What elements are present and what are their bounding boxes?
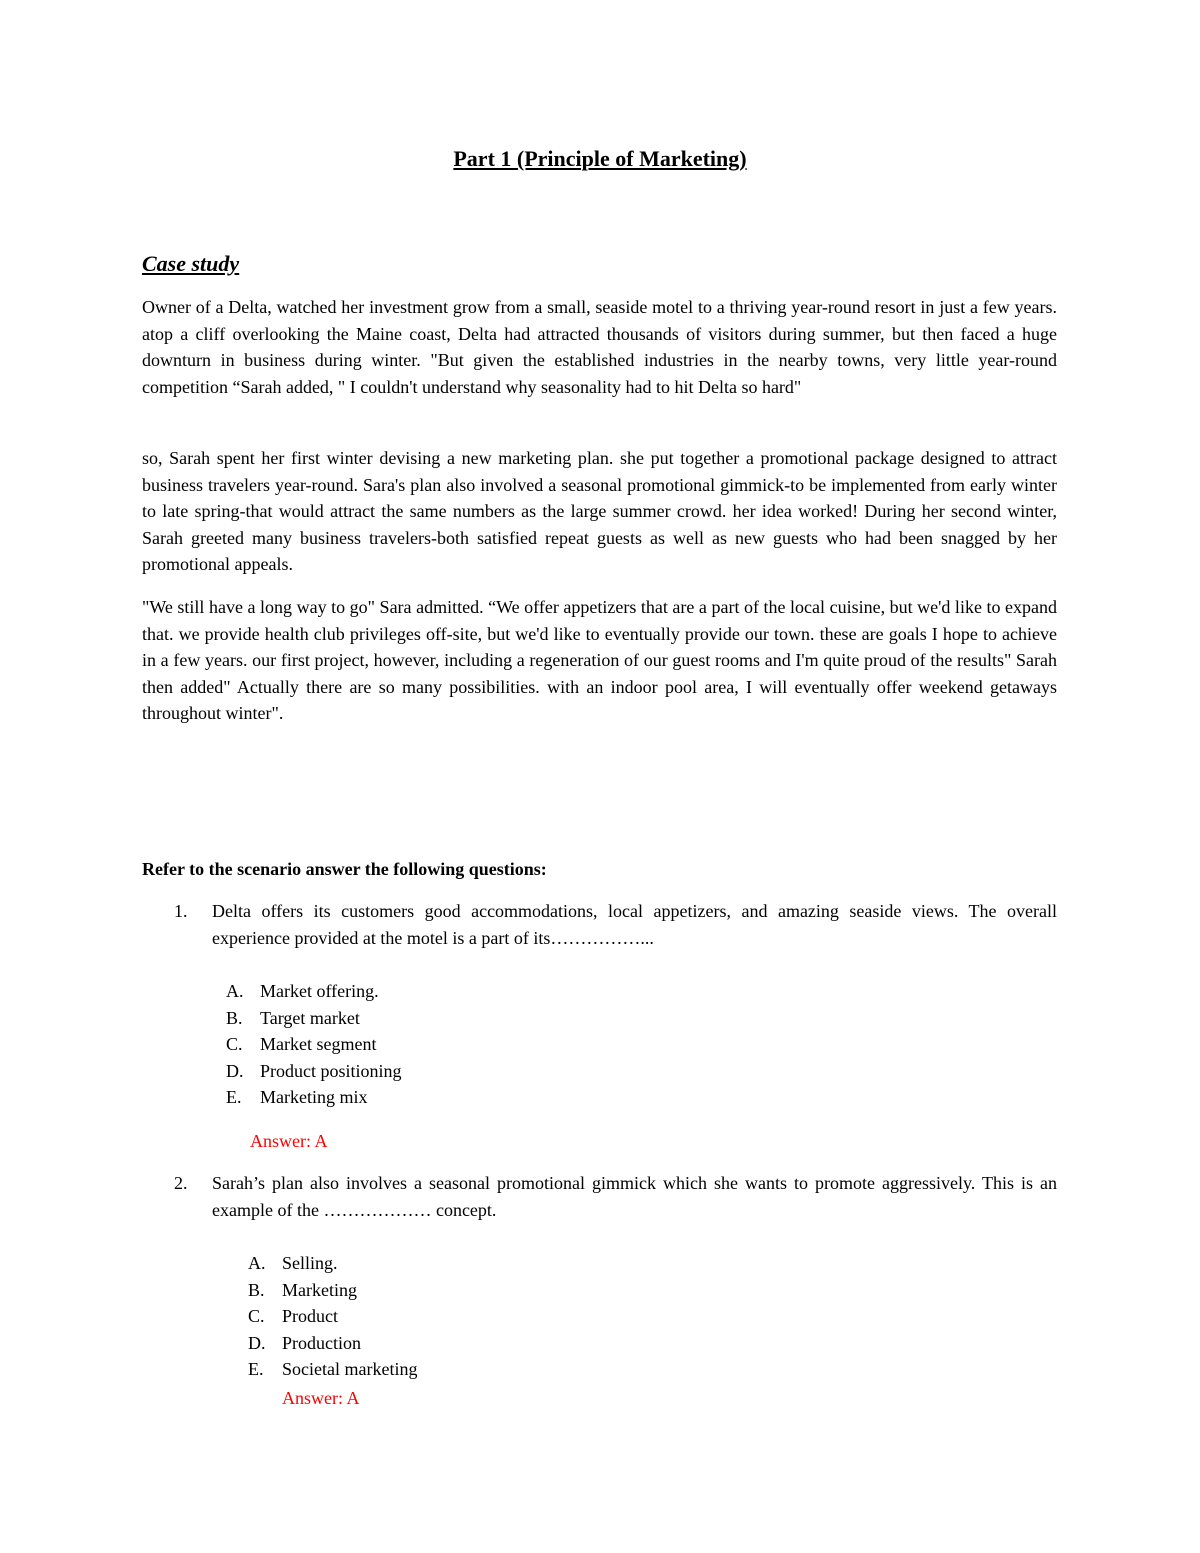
option-letter: C. (226, 1034, 243, 1055)
option-text: Product (282, 1306, 338, 1327)
answer-label: Answer: A (250, 1131, 328, 1151)
question-text: Delta offers its customers good accommodations, local appetizers, and amazing seaside views. The overall experience provided at the motel is a part of its……………... (212, 901, 1057, 948)
case-paragraph-1: Owner of a Delta, watched her investment grow from a small, seaside motel to a thriving year-round resort in just a few years. atop a cliff overlooking the Maine coast, Delta had attracted thousands of visitors during summer, but then faced a huge downturn in business during winter. "But given the established industries in the nearby towns, very little year-round competition “Sarah added, " I couldn't understand why seasonality had to hit Delta so hard" (142, 297, 1057, 397)
option-letter: C. (248, 1306, 265, 1327)
questions-heading: Refer to the scenario answer the following questions: (142, 859, 547, 879)
option-text: Marketing mix (260, 1087, 368, 1108)
option-letter: B. (226, 1007, 243, 1028)
option-text: Selling. (282, 1253, 338, 1273)
question-number: 2. (174, 1173, 188, 1193)
option-letter: A. (248, 1253, 266, 1273)
question-2-options (248, 1250, 417, 1383)
question-1-options (226, 978, 402, 1111)
option-text: Product positioning (260, 1060, 402, 1081)
option-text: Marketing (282, 1279, 357, 1300)
page-title: Part 1 (Principle of Marketing) (453, 146, 747, 171)
option-text: Market segment (260, 1034, 377, 1055)
option-letter: A. (226, 981, 244, 1001)
answer-label: Answer: A (282, 1388, 360, 1408)
option-item (248, 1277, 417, 1304)
option-item (226, 1058, 402, 1085)
case-paragraph-2: so, Sarah spent her first winter devising a new marketing plan. she put together a promotional package designed to attract business travelers year-round. Sara's plan also involved a seasonal promotional gimmick-to be implemented from early winter to late spring-that would attract the same numbers as the large summer crowd. her idea worked! During her second winter, Sarah greeted many business travelers-both satisfied repeat guests as well as new guests who had been snagged by her promotional appeals. (142, 448, 1057, 575)
option-item (226, 978, 402, 1005)
question-number: 1. (174, 901, 188, 921)
option-letter: B. (248, 1279, 265, 1300)
case-paragraph-3: "We still have a long way to go" Sara admitted. “We offer appetizers that are a part of the local cuisine, but we'd like to expand that. we provide health club privileges off-site, but we'd like to eventually provide our town. these are goals I hope to achieve in a few years. our first project, however, including a regeneration of our guest rooms and I'm quite proud of the results" Sarah then added" Actually there are so many possibilities. with an indoor pool area, I will eventually offer weekend getaways throughout winter". (142, 597, 1057, 724)
option-item (226, 1084, 402, 1111)
option-letter: D. (248, 1332, 266, 1353)
option-text: Societal marketing (282, 1359, 418, 1380)
option-item (226, 1031, 402, 1058)
option-text: Market offering. (260, 981, 379, 1001)
option-letter: E. (226, 1087, 242, 1108)
option-item (248, 1330, 417, 1357)
question-text: Sarah’s plan also involves a seasonal promotional gimmick which she wants to promote aggressively. This is an example of the ……………… concept. (212, 1173, 1057, 1220)
option-text: Production (282, 1332, 361, 1353)
option-item (248, 1356, 417, 1383)
option-item (226, 1005, 402, 1032)
option-letter: E. (248, 1359, 264, 1380)
case-study-heading: Case study (142, 251, 240, 276)
option-item (248, 1303, 417, 1330)
option-letter: D. (226, 1060, 244, 1081)
option-text: Target market (260, 1007, 360, 1028)
option-item (248, 1250, 417, 1277)
